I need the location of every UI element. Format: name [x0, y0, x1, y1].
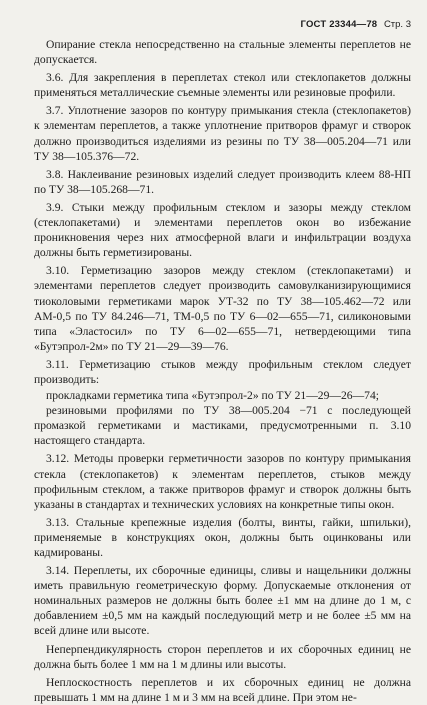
paragraph-non-flatness: Неплоскостность переплетов и их сборочных единиц не должна превышать 1 мм на длине 1 м и 3 мм на всей длине. При этом не-	[34, 675, 411, 704]
standard-number: ГОСТ 23344—78	[300, 19, 378, 30]
clause-3-11: 3.11. Герметизацию стыков между профильным стеклом следует производить:	[34, 357, 411, 386]
page-header	[34, 19, 411, 31]
document-body	[34, 37, 411, 705]
clause-3-8: 3.8. Наклеивание резиновых изделий следует производить клеем 88-НП по ТУ 38—105.268—71.	[34, 167, 411, 196]
clause-3-11-item-2: резиновыми профилями по ТУ 38—005.204 −71 с последующей промазкой герметиками и мастиками, предусмотренными п. 3.10 настоящего стандарта.	[34, 404, 411, 448]
clause-3-6: 3.6. Для закрепления в переплетах стекол или стеклопакетов должны применяться металлические съемные элементы или резиновые профили.	[34, 71, 411, 100]
clause-3-10: 3.10. Герметизацию зазоров между стеклом (стеклопакетами) и элементами переплетов следует производить самовулканизирующимися тиоколовыми герметиками марок УТ-32 по ТУ 38—105.462—72 или АМ-0,5 по ТУ 84.246—71, ТМ-0,5 по ТУ 6—02—655—71, силиконовыми типа «Эластосил» по ТУ 6—02—655—71, нетвердеющими типа «Бутэпрол-2м» по ТУ 21—29—39—76.	[34, 264, 411, 353]
clause-3-13: 3.13. Стальные крепежные изделия (болты, винты, гайки, шпильки), применяемые в конструкциях окон, должны быть оцинкованы или кадмированы.	[34, 515, 411, 559]
clause-3-12: 3.12. Методы проверки герметичности зазоров по контуру примыкания стекла (стеклопакетов) к элементам переплетов, стыков между профильным стеклом, а также притворов фрамуг и створок должны быть указаны в стандартах и технических условиях на конкретные типы окон.	[34, 452, 411, 511]
clause-3-9: 3.9. Стыки между профильным стеклом и зазоры между стеклом (стеклопакетами) и элементами переплетов окон во избежание проникновения через них атмосферной влаги и инфильтрации воздуха должны быть герметизированы.	[34, 200, 411, 260]
paragraph-glass-support: Опирание стекла непосредственно на стальные элементы переплетов не допускается.	[34, 38, 411, 67]
page-number: Стр. 3	[383, 19, 411, 30]
clause-3-7: 3.7. Уплотнение зазоров по контуру примыкания стекла (стеклопакетов) к элементам переплетов, а также уплотнение притворов фрамуг и створок должно производиться изделиями из резины по ТУ 38—005.204—71 или ТУ 38—105.376—72.	[34, 104, 411, 163]
paragraph-non-perpendicularity: Неперпендикулярность сторон переплетов и их сборочных единиц не должна быть более 1 мм на 1 м длины или высоты.	[34, 642, 411, 671]
clause-3-11-item-1: прокладками герметика типа «Бутэпрол-2» по ТУ 21—29—26—74;	[46, 388, 379, 402]
clause-3-14: 3.14. Переплеты, их сборочные единицы, сливы и нащельники должны иметь правильную геометрическую форму. Допускаемые отклонения от номинальных размеров не должны быть более ±1 мм на длине до 1 м, с добавлением ±0,5 мм на каждый последующий метр и не более ±5 мм на всей длине или высоте.	[34, 564, 411, 638]
